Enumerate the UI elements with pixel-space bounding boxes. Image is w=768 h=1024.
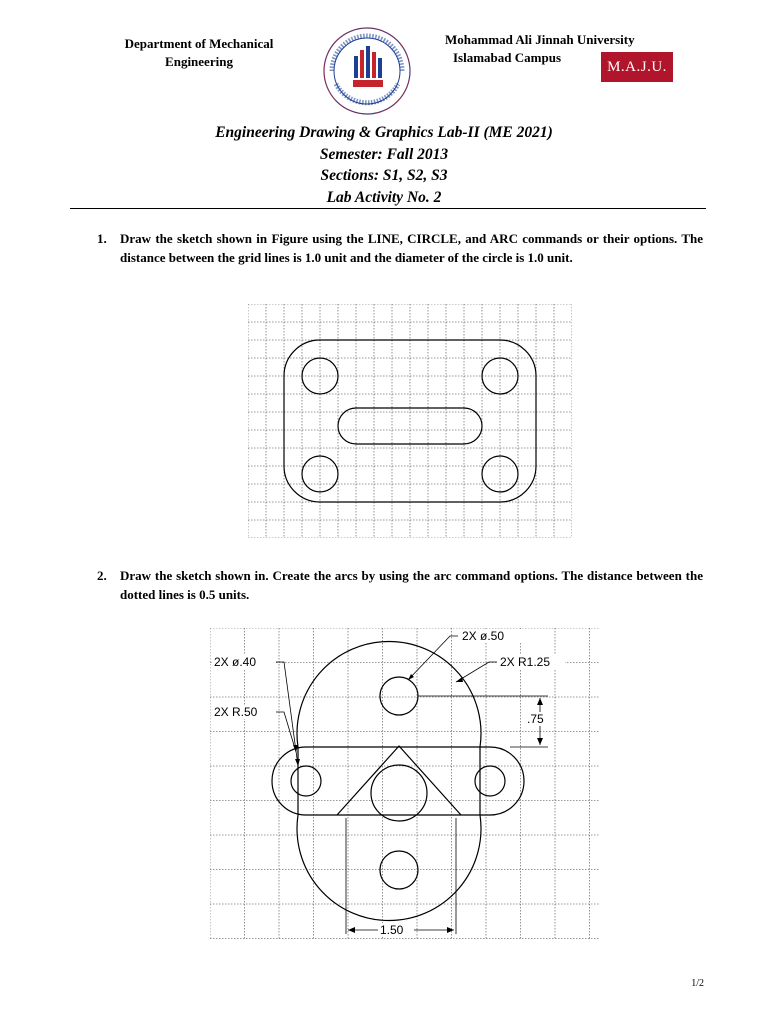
university-seal-logo (322, 26, 412, 116)
page-number: 1/2 (691, 978, 704, 989)
header-divider (70, 208, 706, 209)
task-2 (97, 566, 703, 604)
figure-2-grid (210, 628, 600, 940)
task-1-text: Draw the sketch shown in Figure using the LINE, CIRCLE, and ARC commands or their options. The distance between the grid lines is 1.0 unit and the diameter of the circle is 1.0 unit. (120, 231, 703, 265)
leader-hole-side (276, 662, 298, 766)
task-1-number: 1. (97, 231, 107, 246)
semester-line: Semester: Fall 2013 (319, 145, 449, 163)
hole-lower (380, 851, 418, 889)
department-label (96, 35, 302, 71)
university-name: Mohammad Ali Jinnah University (445, 32, 635, 47)
arrowhead-width-left (348, 927, 355, 933)
label-hole-side: 2X ø.40 (214, 655, 257, 669)
task-2-number: 2. (97, 568, 107, 583)
arrowhead-offset-top (537, 698, 543, 705)
center-circle (371, 765, 427, 821)
sections-line: Sections: S1, S2, S3 (320, 167, 448, 184)
label-width: 1.50 (380, 923, 404, 937)
figure-2-arc-sketch (210, 628, 600, 940)
label-offset: .75 (527, 712, 544, 726)
figure-1-plate-sketch (248, 304, 572, 538)
figure-1-grid (248, 304, 572, 538)
large-arc-outline (297, 641, 481, 920)
label-arc-big: 2X R1.25 (500, 655, 551, 669)
department-line2: Engineering (165, 54, 233, 69)
maju-badge: M.A.J.U. (601, 52, 673, 82)
arrowhead-arc-big (456, 677, 463, 682)
label-hole-top: 2X ø.50 (462, 629, 505, 643)
course-title: Engineering Drawing & Graphics Lab-II (ME 2021) (215, 124, 553, 141)
center-triangle (337, 746, 461, 815)
campus-name: Islamabad Campus (453, 50, 562, 65)
hole-upper (380, 677, 418, 715)
activity-line: Lab Activity No. 2 (326, 188, 442, 206)
task-2-text: Draw the sketch shown in. Create the arcs by using the arc command options. The distance between the dotted lines is 0.5 units. (120, 568, 703, 602)
arrowhead-offset-bottom (537, 738, 543, 745)
department-line1: Department of Mechanical (124, 36, 274, 51)
task-1 (97, 229, 703, 267)
small-hole-left (291, 766, 321, 796)
label-arc-small: 2X R.50 (214, 705, 258, 719)
arrowhead-width-right (447, 927, 454, 933)
title-block (0, 122, 768, 208)
